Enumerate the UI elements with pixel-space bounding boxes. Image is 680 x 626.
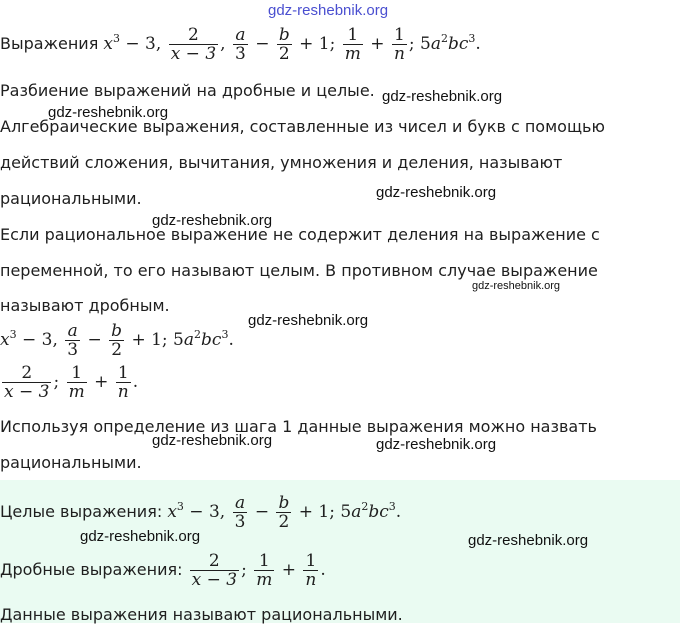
- definition-line: называют дробным.: [0, 296, 170, 315]
- watermark: gdz-reshebnik.org: [472, 280, 561, 292]
- step2-line: Используя определение из шага 1 данные выражения можно назвать: [0, 417, 597, 436]
- definition-line: Если рациональное выражение не содержит деления на выражение с: [0, 225, 600, 244]
- definition-line: рациональными.: [0, 189, 142, 208]
- watermark: gdz-reshebnik.org: [152, 432, 273, 449]
- watermark: gdz-reshebnik.org: [376, 184, 497, 201]
- watermark-top: gdz-reshebnik.org: [268, 2, 389, 19]
- whole-label: Целые выражения:: [0, 502, 163, 521]
- watermark: gdz-reshebnik.org: [248, 312, 369, 329]
- fraction-expressions-math: $\frac{2}{x - 3}$ ; $\frac{1}{m}$ + $\frac{1}{n}$ .: [4, 363, 139, 402]
- whole-result: Целые выражения: $x^3 - 3$, $\frac{a}{3}$ − $\frac{b}{2}$ + 1; $5a^2bc^3$.: [0, 493, 402, 532]
- fraction-result: Дробные выражения: $\frac{2}{x - 3}$ ; $\frac{1}{m}$ + $\frac{1}{n}$ .: [0, 551, 326, 590]
- step1-title: Разбиение выражений на дробные и целые.: [0, 81, 375, 100]
- step2-line: рациональными.: [0, 453, 142, 472]
- watermark: gdz-reshebnik.org: [376, 436, 497, 453]
- watermark: gdz-reshebnik.org: [382, 88, 503, 105]
- intro-line: [0, 26, 481, 63]
- definition-line: переменной, то его называют целым. В противном случае выражение: [0, 261, 598, 280]
- watermark: gdz-reshebnik.org: [80, 528, 201, 545]
- intro-math: $x^3 - 3$, $\frac{2}{x - 3}$ , $\frac{a}{3}$ − $\frac{b}{2}$ + 1; $\frac{1}{m}$ + $\frac{1}{n}$ ; $5a^2bc^3$.: [103, 25, 481, 64]
- fraction-label: Дробные выражения:: [0, 560, 183, 579]
- conclusion: Данные выражения называют рациональными.: [0, 605, 403, 624]
- definition-line: Алгебраические выражения, составленные из чисел и букв с помощью: [0, 117, 605, 136]
- watermark: gdz-reshebnik.org: [152, 212, 273, 229]
- intro-label: Выражения: [0, 34, 99, 53]
- whole-expressions-math: $x^3 - 3$, $\frac{a}{3}$ − $\frac{b}{2}$ + 1; $5a^2bc^3$.: [0, 321, 234, 360]
- definition-line: действий сложения, вычитания, умножения и деления, называют: [0, 153, 563, 172]
- watermark: gdz-reshebnik.org: [468, 532, 589, 549]
- watermark: gdz-reshebnik.org: [48, 104, 169, 121]
- result-panel: [0, 480, 680, 623]
